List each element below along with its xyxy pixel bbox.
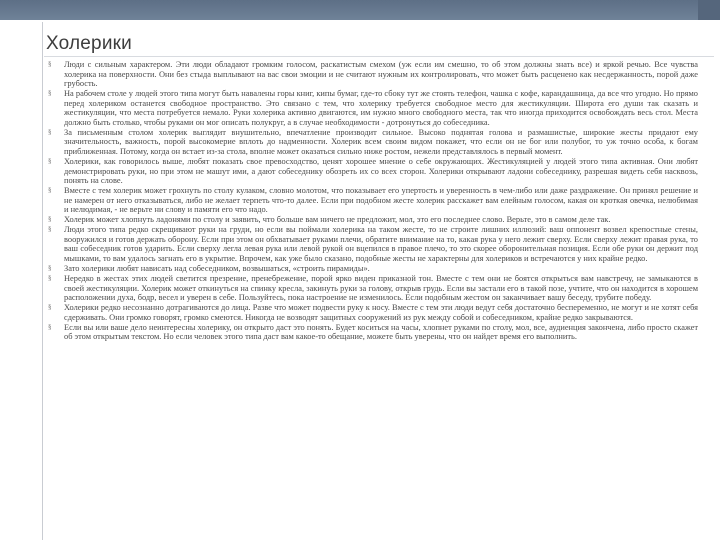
list-item: [48, 264, 698, 274]
bullet-marker: §: [48, 156, 52, 165]
list-item-text: Холерик может хлопнуть ладонями по столу и заявить, что больше вам ничего не предложит, мол, это его последнее слово. Верьте, это в самом деле так.: [64, 215, 611, 225]
list-item: [48, 128, 698, 157]
list-item-text: На рабочем столе у людей этого типа могут быть навалены горы книг, кипы бумаг, где-то сбоку тут же стоять телефон, чашка с кофе, карандашница, да все что угодно. Но прямо перед холериком останется свободное пространство. Это связано с тем, что холерику требуется свободное место для жестикуляции. Широта его души так сказать и жестикуляции, что места потребуется немало. Руки холерика активно двигаются, им нужно много свободного места, так что иногда приходится освобождать весь стол. Места должно быть столько, чтобы руками он мог описать полукруг, а в случае необходимости - дотронуться до собеседника.: [64, 89, 698, 127]
list-item-text: За письменным столом холерик выглядит внушительно, впечатление производит сильное. Высоко поднятая голова и размашистые, широкие жесты придают ему значительность, важность, порой высокомерие вплоть до надменности. Холерик всем своим видом покажет, что если он не бог или полубог, то уж точно особа, к богам приближенная. Потому, когда он встает из-за стола, вполне может оказаться сильно ниже ростом, нежели представлялось в первый момент.: [64, 127, 698, 156]
bullet-marker: §: [48, 322, 52, 331]
bullet-marker: §: [48, 127, 52, 136]
bullet-marker: §: [48, 274, 52, 283]
bullet-marker: §: [48, 225, 52, 234]
list-item: [48, 303, 698, 322]
bullet-list: [48, 60, 698, 342]
top-bar-accent: [698, 0, 720, 20]
title-divider: [44, 56, 714, 57]
list-item: [48, 186, 698, 215]
bullet-marker: §: [48, 186, 52, 195]
list-item: [48, 60, 698, 89]
bullet-marker: §: [48, 215, 52, 224]
list-item-text: Люди этого типа редко скрещивают руки на груди, но если вы поймали холерика на таком жесте, то не строите лишних иллюзий: ваш оппонент возвел крепостные стены, вооружился и готов держать оборону. Если при этом он обхватывает руками плечи, обратите внимание на то, какая рука у него лежит сверху. Если сверху лежит правая рука, то ваш собеседник готов ударить. Если сверху легла левая рука или левой рукой он вцепился в правое плечо, то это скорее оборонительная позиция. Если обе руки он держит под мышками, то вам удалось загнать его в укрытие. Впрочем, как уже было сказано, подобные жесты не характерны для холериков и встречаются у них крайне редко.: [64, 225, 698, 263]
list-item-text: Люди с сильным характером. Эти люди обладают громким голосом, раскатистым смехом (уж если им смешно, то об этом должны знать все) и яркой речью. Все чувства холерика на поверхности. Они без стыда выплывают на вас свои эмоции и не считают нужным их контролировать, что может быть расценено как несдержанность, порой даже грубость.: [64, 60, 698, 89]
list-item-text: Вместе с тем холерик может грохнуть по столу кулаком, словно молотом, что показывает его упертость и уверенность в чем-либо или даже раздражение. Он принял решение и не намерен от него отказываться, либо не желает терпеть что-то далее. Если при подобном жесте холерик расскажет вам елейным голосом, какая он кроткая овечка, нелюбимая и нелюдимая, - не верьте ни слову и памяти его что надо.: [64, 186, 698, 215]
bullet-marker: §: [48, 60, 52, 68]
list-item: [48, 89, 698, 127]
list-item: [48, 323, 698, 342]
list-item-text: Нередко в жестах этих людей светится презрение, пренебрежение, порой ярко виден приказной тон. Вместе с тем они не боятся открыться вам навстречу, не замыкаются в своей жестикуляции. Холерик может откинуться на спинку кресла, закинуть руки за голову, открыв грудь. Если вы застали его в такой позе, учтите, что он находится в хорошем расположении духа, бодр, весел и уверен в себе. Пользуйтесь, пока настроение не изменилось. Если подобным жестом он заканчивает вашу беседу, трубите победу.: [64, 274, 698, 303]
list-item: [48, 215, 698, 225]
list-item-text: Холерики редко несознанно дотрагиваются до лица. Разве что может подвести руку к носу. Вместе с тем эти люди ведут себя достаточно беспеременно, не могут и не хотят себя сдерживать. Они громко говорят, громко смеются. Никогда не возводят защитных сооружений из рук между собой и собеседником, крайне редко закрываются.: [64, 303, 698, 322]
list-item-text: Холерики, как говорилось выше, любят показать свое превосходство, ценят хорошее мнение о себе окружающих. Жестикуляцией у людей этого типа активная. Они любят демонстрировать руки, но при этом не машут ими, а дают собеседнику обозреть их со всех сторон. Холерики открывают ладони собеседнику, разрешая видеть себя насквозь, понять на слове.: [64, 156, 698, 186]
list-item: [48, 274, 698, 303]
slide-title: Холерики: [46, 33, 132, 54]
bullet-marker: §: [48, 303, 52, 312]
list-item-text: Если вы или ваше дело неинтересны холерику, он открыто даст это понять. Будет коситься на часы, хлопнет руками по столу, мол, все, аудиенция закончена, либо просто скажет об этом открытым текстом. Но если человек этого типа даст вам какое-то обещание, можете быть уверены, что он найдет время его выполнить.: [64, 322, 698, 342]
bullet-marker: §: [48, 89, 52, 98]
slide-top-bar: [0, 0, 720, 20]
list-item: [48, 225, 698, 263]
list-item-text: Зато холерики любят нависать над собеседником, возвышаться, «строить пирамиды».: [64, 263, 370, 273]
bullet-marker: §: [48, 263, 52, 272]
list-item: [48, 157, 698, 186]
